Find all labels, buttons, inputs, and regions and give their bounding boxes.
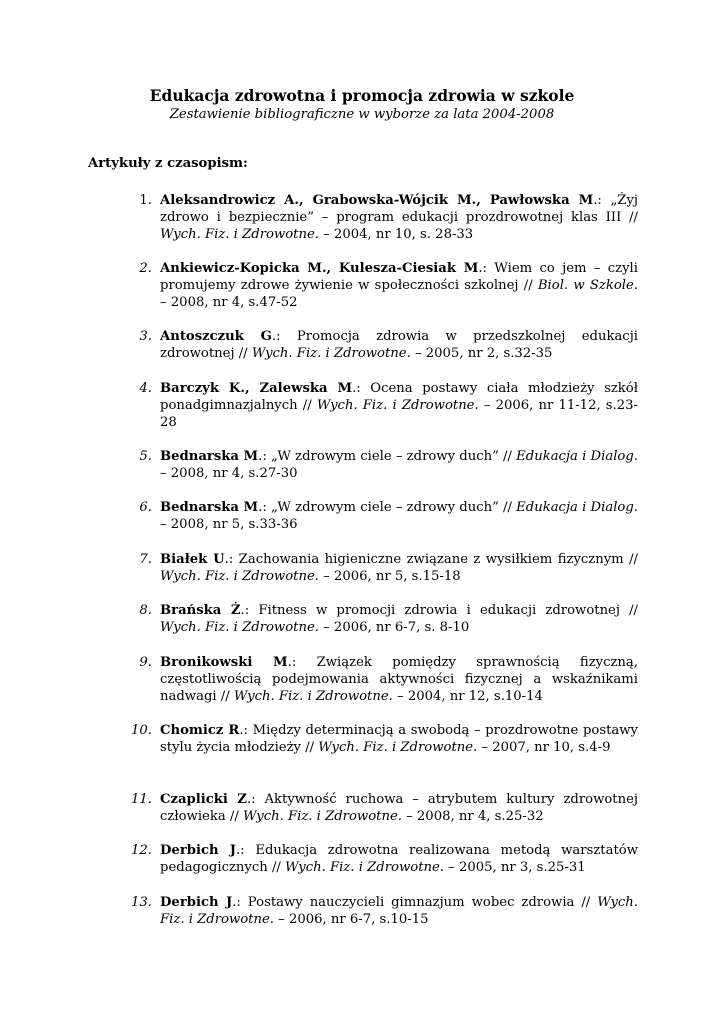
entry-author: Derbich J: [160, 843, 236, 858]
entry-details: – 2006, nr 6-7, s. 8-10: [318, 620, 470, 635]
document-subtitle: Zestawienie bibliograficzne w wyborze za lata 2004-2008: [169, 107, 555, 122]
entry-text: [160, 722, 638, 756]
entry-number: 7.: [139, 552, 152, 567]
entry-number: 2.: [139, 261, 152, 276]
entry-details: – 2005, nr 3, s.25-31: [443, 860, 586, 875]
entry-title: .: „W zdrowym ciele – zdrowy duch” //: [258, 449, 517, 464]
entry-details: – 2006, nr 6-7, s.10-15: [273, 912, 429, 927]
entry-title: .: Ocena postawy ciała młodzieży szkół ponadgimnazjalnych //: [160, 381, 638, 413]
entry-journal: Wych. Fiz. i Zdrowotne.: [160, 620, 319, 635]
entry-author: Chomicz R: [160, 723, 240, 738]
entry-details: – 2008, nr 4, s.25-32: [401, 809, 544, 824]
entry-title: .: Edukacja zdrowotna realizowana metodą warsztatów pedagogicznych //: [160, 843, 638, 875]
entry-author: Derbich J: [160, 895, 233, 910]
entry-author: Aleksandrowicz A., Grabowska-Wójcik M., Pawłowska M: [160, 193, 594, 208]
entry-author: Bronikowski M: [160, 655, 288, 670]
entry-journal: Wych. Fiz. i Zdrowotne.: [242, 809, 402, 824]
entry-title: .: „Żyj zdrowo i bezpiecznie” – program edukacji prozdrowotnej klas III //: [160, 193, 638, 225]
document-title: Edukacja zdrowotna i promocja zdrowia w szkole: [149, 86, 575, 105]
entry-author: Bednarska M: [160, 449, 259, 464]
section-heading: Artykuły z czasopism:: [88, 156, 248, 171]
entry-journal: Wych. Fiz. i Zdrowotne.: [316, 398, 479, 413]
entry-text: [160, 192, 638, 243]
entry-text: [160, 842, 638, 876]
entry-journal: Wych. Fiz. i Zdrowotne.: [285, 860, 444, 875]
entry-details: – 2004, nr 12, s.10-14: [392, 689, 543, 704]
entry-text: [160, 448, 638, 482]
entry-number: 3.: [139, 329, 152, 344]
entry-title: .: Związek pomiędzy sprawnością fizyczną, częstotliwością podejmowania aktywności fizycznej a wskaźnikami nadwagi //: [160, 655, 638, 704]
entry-author: Ankiewicz-Kopicka M., Kulesza-Ciesiak M: [160, 261, 479, 276]
entry-details: – 2006, nr 11-12, s.23-28: [160, 398, 639, 430]
entry-journal: Wych. Fiz. i Zdrowotne.: [251, 346, 411, 361]
entry-title: .: Zachowania higieniczne związane z wysiłkiem fizycznym //: [224, 552, 638, 567]
entry-text: [160, 499, 638, 533]
entry-title: .: „W zdrowym ciele – zdrowy duch” //: [258, 500, 517, 515]
entry-title: .: Między determinacją a swobodą – prozdrowotne postawy stylu życia młodzieży //: [160, 723, 638, 755]
entry-details: – 2006, nr 5, s.15-18: [318, 569, 461, 584]
entry-journal: Edukacja i Dialog.: [516, 500, 638, 515]
entry-author: Czaplicki Z: [160, 792, 247, 807]
entry-number: 12.: [131, 843, 152, 858]
entry-journal: Wych. Fiz. i Zdrowotne.: [160, 895, 638, 927]
entry-title: .: Postawy nauczycieli gimnazjum wobec zdrowia //: [232, 895, 598, 910]
entry-text: [160, 551, 638, 585]
entry-number: 8.: [139, 603, 152, 618]
entry-title: .: Promocja zdrowia w przedszkolnej edukacji zdrowotnej //: [160, 329, 638, 361]
entry-text: [160, 602, 638, 636]
entry-number: 5.: [139, 449, 152, 464]
entry-journal: Biol. w Szkole.: [537, 278, 638, 293]
entry-number: 9.: [139, 655, 152, 670]
entry-number: 4.: [139, 381, 152, 396]
entry-title: .: Aktywność ruchowa – atrybutem kultury zdrowotnej człowieka //: [160, 792, 638, 824]
entry-journal: Wych. Fiz. i Zdrowotne.: [160, 569, 319, 584]
entry-author: Bednarska M: [160, 500, 259, 515]
entry-details: – 2007, nr 10, s.4-9: [477, 740, 611, 755]
entry-journal: Edukacja i Dialog.: [516, 449, 638, 464]
entry-title: .: Fitness w promocji zdrowia i edukacji zdrowotnej //: [240, 603, 638, 618]
entry-text: [160, 654, 638, 705]
entry-number: 10.: [131, 723, 152, 738]
entry-author: Białek U: [160, 552, 225, 567]
entry-text: [160, 894, 638, 928]
entry-details: – 2008, nr 4, s.27-30: [160, 466, 298, 481]
entry-details: – 2005, nr 2, s.32-35: [410, 346, 553, 361]
entry-author: Barczyk K., Zalewska M: [160, 381, 353, 396]
entry-text: [160, 380, 638, 431]
entry-details: – 2008, nr 4, s.47-52: [160, 295, 298, 310]
entry-number: 13.: [131, 895, 152, 910]
entry-journal: Wych. Fiz. i Zdrowotne.: [233, 689, 393, 704]
entry-number: 11.: [131, 792, 152, 807]
entry-author: Antoszczuk G: [160, 329, 272, 344]
entry-details: – 2008, nr 5, s.33-36: [160, 517, 298, 532]
entry-journal: Wych. Fiz. i Zdrowotne.: [318, 740, 478, 755]
entry-author: Brańska Ż: [160, 603, 241, 618]
entry-text: [160, 791, 638, 825]
entry-journal: Wych. Fiz. i Zdrowotne.: [160, 227, 319, 242]
entry-details: – 2004, nr 10, s. 28-33: [318, 227, 474, 242]
entry-number: 6.: [139, 500, 152, 515]
entry-text: [160, 260, 638, 311]
entry-title: .: Wiem co jem – czyli promujemy zdrowe żywienie w społeczności szkolnej //: [160, 261, 638, 293]
entry-text: [160, 328, 638, 362]
entry-number: 1.: [139, 193, 152, 208]
